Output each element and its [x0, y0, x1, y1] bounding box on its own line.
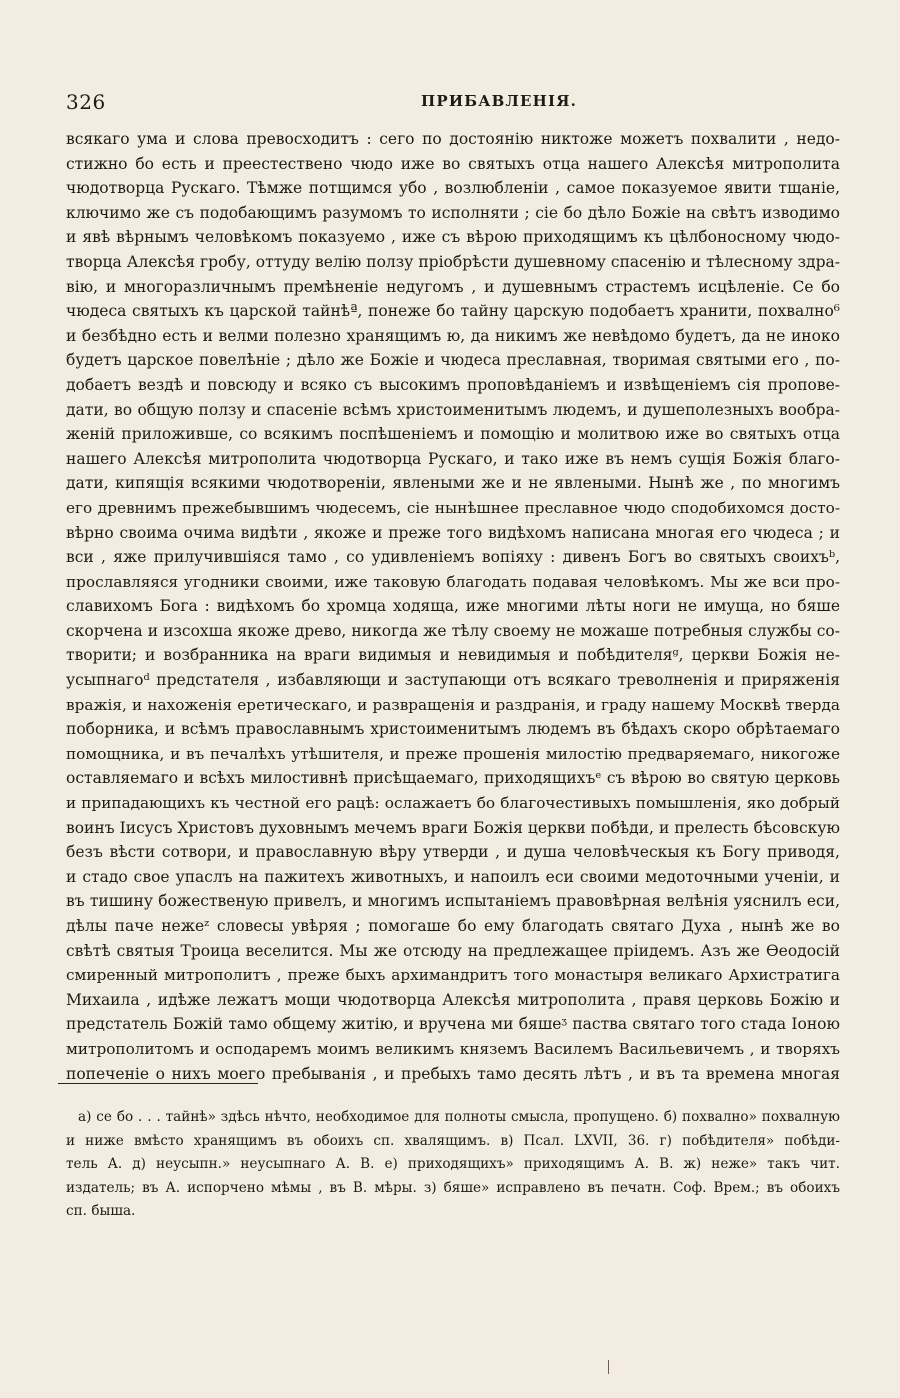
footnote-line: а) се бо . . . тайнѣ» здѣсь нѣчто, необходимое для полноты смысла, пропущено. б) похвално» похвалную: [78, 1109, 840, 1125]
text-line: стижно бо есть и преестествено чюдо иже во святыхъ отца нашего Алексѣя митрополита: [66, 154, 840, 173]
text-line: славихомъ Бога : видѣхомъ бо хромца ходяща, иже многими лѣты ноги не имуща, но бяше: [66, 597, 840, 616]
text-line: усыпнагоᵈ предстателя , избавляющи и заступающи отъ всякаго треволненія и приряженія: [66, 671, 840, 690]
page-header: [66, 90, 838, 114]
footnotes: [66, 1106, 840, 1224]
text-line: женій приложивше, со всякимъ поспѣшеніемъ и помощію и молитвою иже во святыхъ отца: [66, 425, 840, 444]
text-line: вію, и многоразличнымъ премѣненіе недугомъ , и душевнымъ страстемъ исцѣленіе. Се бо: [66, 277, 840, 296]
main-text: [66, 127, 840, 1086]
text-line: предстатель Божій тамо общему житію, и вручена ми бяшеᶾ паства святаго того стада Іоною: [66, 1015, 840, 1034]
text-line: дѣлы паче нежеᶻ словесы увѣряя ; помогаше бо ему благодать святаго Духа , нынѣ же во: [66, 917, 840, 935]
text-line: свѣтѣ святыя Троица веселится. Мы же отсюду на предлежащее пріидемъ. Азъ же Ѳеодосій: [66, 941, 840, 960]
text-line: поборника, и всѣмъ православнымъ христоименитымъ людемъ въ бѣдахъ скоро обрѣтаемаго: [66, 720, 840, 739]
text-line: прославляяся угодники своими, иже таковую благодать подавая человѣкомъ. Мы же вси про-: [66, 572, 840, 591]
text-line: дати, кипящія всякими чюдотвореніи, явлеными же и не явлеными. Нынѣ же , по многимъ: [66, 474, 840, 493]
text-line: вѣрно своима очима видѣти , якоже и преже того видѣхомъ написана многая его чюдеса ; и: [66, 523, 840, 542]
text-line: его древнимъ прежебывшимъ чюдесемъ, сіе нынѣшнее преславное чюдо сподобихомся досто-: [66, 498, 840, 517]
text-line: вражія, и нахоженія еретическаго, и развращенія и раздранія, и граду нашему Москвѣ тверда: [66, 695, 840, 714]
footnote-line: тель А. д) неусыпн.» неусыпнаго А. В. е) приходящихъ» приходящимъ А. В. ж) нежe» такъ чит.: [66, 1156, 840, 1173]
text-line: и стадо свое упаслъ на пажитехъ животныхъ, и напоилъ еси своими медоточными ученіи, и: [66, 867, 840, 886]
text-line: добаетъ вездѣ и повсюду и всяко съ высокимъ проповѣданіемъ и извѣщеніемъ сія пропове-: [66, 375, 840, 394]
text-line: нашего Алексѣя митрополита чюдотворца Рускаго, и тако иже въ немъ сущія Божія благо-: [66, 449, 840, 468]
text-line: Михаила , идѣже лежатъ мощи чюдотворца Алексѣя митрополита , правя церковь Божію и: [66, 990, 840, 1009]
text-line: смиренный митрополитъ , преже быхъ архимандритъ того монастыря великаго Архистратига: [66, 966, 840, 985]
text-line: творити; и возбранника на враги видимыя и невидимыя и побѣдителяᵍ, церкви Божія не-: [66, 646, 840, 665]
text-line: помощника, и въ печалѣхъ утѣшителя, и преже прошенія милостію предваряемаго, никогоже: [66, 744, 840, 763]
text-line: въ тишину божественую привелъ, и многимъ испытаніемъ правовѣрная велѣнія уяснилъ еси,: [66, 892, 840, 911]
text-line: всякаго ума и слова превосходитъ : сего по достоянію никтоже можетъ похвалити , недо-: [66, 130, 840, 148]
text-line: воинъ Іисусъ Христовъ духовнымъ мечемъ враги Божія церкви побѣди, и прелесть бѣсовскую: [66, 818, 840, 837]
text-line: чюдеса святыхъ къ царской тайнѣª, понеже бо тайну царскую подобаетъ хранити, похвално⁶: [66, 302, 840, 321]
text-line: скорчена и изсохша якоже древо, никогда же тѣлу своему не можаше потребныя службы со-: [66, 621, 840, 640]
footnote-line: и ниже вмѣсто хранящимъ въ обоихъ сп. хвалящимъ. в) Псал. LXVII, 36. г) побѣдителя» побѣди-: [66, 1132, 840, 1149]
page-number: 326: [66, 90, 106, 114]
text-line: и безбѣдно есть и велми полезно хранящимъ ю, да никимъ же невѣдомо будетъ, да не иноко: [66, 326, 840, 345]
text-line: вси , яже прилучившіяся тамо , со удивленіемъ вопіяху : дивенъ Богъ во святыхъ своихъᵇ,: [66, 548, 840, 567]
text-line: ключимо же съ подобающимъ разумомъ то исполняти ; сіе бо дѣло Божіе на свѣтъ изводимо: [66, 203, 840, 222]
margin-mark: [608, 1360, 609, 1374]
text-line: попеченіе о нихъ моего пребыванія , и пребыхъ тамо десять лѣтъ , и въ та времена многая: [66, 1064, 840, 1083]
footnote-line: издатель; въ А. испорчено мѣмы , въ В. мѣры. з) бяше» исправлено въ печатн. Соф. Врем.; въ обоихъ: [66, 1179, 840, 1196]
text-line: будетъ царское повелѣніе ; дѣло же Божіе и чюдеса преславная, творимая святыми его , по-: [66, 351, 840, 370]
text-line: дати, во общую ползу и спасеніе всѣмъ христоименитымъ людемъ, и душеполезныхъ вообра-: [66, 400, 840, 419]
text-line: и явѣ вѣрнымъ человѣкомъ показуемо , иже съ вѣрою приходящимъ къ цѣлбоносному чюдо-: [66, 228, 840, 247]
text-line: митрополитомъ и осподаремъ моимъ великимъ княземъ Василемъ Васильевичемъ , и творяхъ: [66, 1039, 840, 1058]
text-line: оставляемаго и всѣхъ милостивнѣ присѣщаемаго, приходящихъᵉ съ вѣрою во святую церковь: [66, 769, 840, 788]
running-head: ПРИБАВЛЕНІЯ.: [421, 92, 578, 110]
footnote-line: сп. быша.: [66, 1203, 136, 1220]
text-line: и припадающихъ къ честной его рацѣ: ослажаетъ бо благочестивыхъ помышленія, яко добрый: [66, 794, 840, 813]
text-line: безъ вѣсти сотвори, и православную вѣру утверди , и душа человѣческыя къ Богу приводя,: [66, 843, 840, 862]
footnote-separator: [58, 1083, 258, 1084]
text-line: чюдотворца Рускаго. Тѣмже потщимся убо , возлюбленіи , самое показуемое явити тщаніе,: [66, 179, 840, 198]
text-line: творца Алексѣя гробу, оттуду велію ползу пріобрѣсти душевному спасенію и тѣлесному здра-: [66, 252, 840, 271]
